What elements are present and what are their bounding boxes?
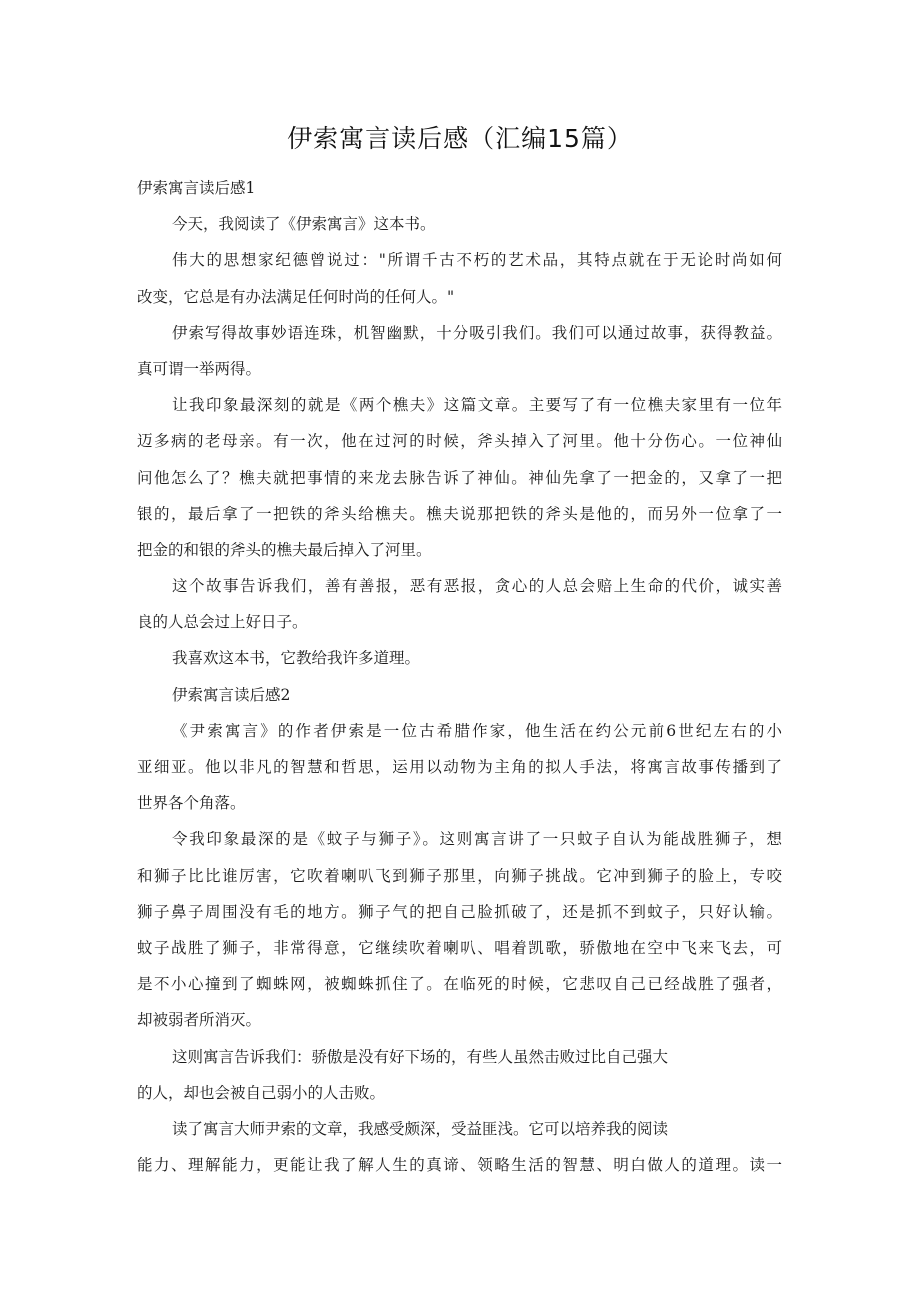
paragraph-line: 的人，却也会被自己弱小的人击败。: [137, 1083, 386, 1102]
paragraph-line: 世界各个角落。: [137, 794, 246, 813]
paragraph-line: 令我印象最深的是《蚊子与狮子》。这则寓言讲了一只蚊子自认为能战胜狮子，想: [172, 830, 782, 849]
paragraph-line: 读了寓言大师尹索的文章，我感受颇深，受益匪浅。它可以培养我的阅读: [172, 1119, 669, 1138]
paragraph-line: 问他怎么了？樵夫就把事情的来龙去脉告诉了神仙。神仙先拿了一把金的，又拿了一把: [137, 468, 782, 487]
paragraph-line: 迈多病的老母亲。有一次，他在过河的时候，斧头掉入了河里。他十分伤心。一位神仙: [137, 432, 782, 451]
paragraph-line: 银的，最后拿了一把铁的斧头给樵夫。樵夫说那把铁的斧头是他的，而另外一位拿了一: [137, 504, 782, 523]
paragraph-line: 和狮子比比谁厉害，它吹着喇叭飞到狮子那里，向狮子挑战。它冲到狮子的脸上，专咬: [137, 866, 782, 885]
paragraph-line: 良的人总会过上好日子。: [137, 613, 308, 632]
paragraph-line: 能力、理解能力，更能让我了解人生的真谛、领略生活的智慧、明白做人的道理。读一: [137, 1156, 782, 1175]
document-title: 伊索寓言读后感（汇编15篇）: [287, 124, 633, 153]
paragraph-line: 这个故事告诉我们，善有善报，恶有恶报，贪心的人总会赔上生命的代价，诚实善: [172, 577, 782, 596]
section-heading: 伊索寓言读后感2: [172, 685, 291, 704]
paragraph-line: 狮子鼻子周围没有毛的地方。狮子气的把自己脸抓破了，还是抓不到蚊子，只好认输。: [137, 902, 782, 921]
paragraph-line: 今天，我阅读了《伊索寓言》这本书。: [172, 215, 436, 234]
paragraph-line: 改变，它总是有办法满足任何时尚的任何人。": [137, 287, 455, 306]
paragraph-line: 《尹索寓言》的作者伊索是一位古希腊作家，他生活在约公元前6世纪左右的小: [172, 721, 782, 740]
paragraph-line: 让我印象最深刻的就是《两个樵夫》这篇文章。主要写了有一位樵夫家里有一位年: [172, 396, 782, 415]
paragraph-line: 蚊子战胜了狮子，非常得意，它继续吹着喇叭、唱着凯歌，骄傲地在空中飞来飞去，可: [137, 938, 782, 957]
paragraph-line: 却被弱者所消灭。: [137, 1011, 262, 1030]
paragraph-line: 是不小心撞到了蜘蛛网，被蜘蛛抓住了。在临死的时候，它悲叹自己已经战胜了强者，: [137, 975, 782, 994]
paragraph-line: 我喜欢这本书，它教给我许多道理。: [172, 649, 421, 668]
paragraph-line: 真可谓一举两得。: [137, 359, 262, 378]
paragraph-line: 把金的和银的斧头的樵夫最后掉入了河里。: [137, 540, 432, 559]
paragraph-line: 亚细亚。他以非凡的智慧和哲思，运用以动物为主角的拟人手法，将寓言故事传播到了: [137, 758, 782, 776]
document-body: [137, 170, 787, 1183]
paragraph-line: 伟大的思想家纪德曾说过："所谓千古不朽的艺术品，其特点就在于无论时尚如何: [172, 251, 782, 270]
paragraph-line: 这则寓言告诉我们：骄傲是没有好下场的，有些人虽然击败过比自己强大: [172, 1047, 669, 1066]
paragraph-line: 伊索写得故事妙语连珠，机智幽默，十分吸引我们。我们可以通过故事，获得教益。: [172, 323, 782, 342]
section-heading: 伊索寓言读后感1: [137, 179, 256, 197]
